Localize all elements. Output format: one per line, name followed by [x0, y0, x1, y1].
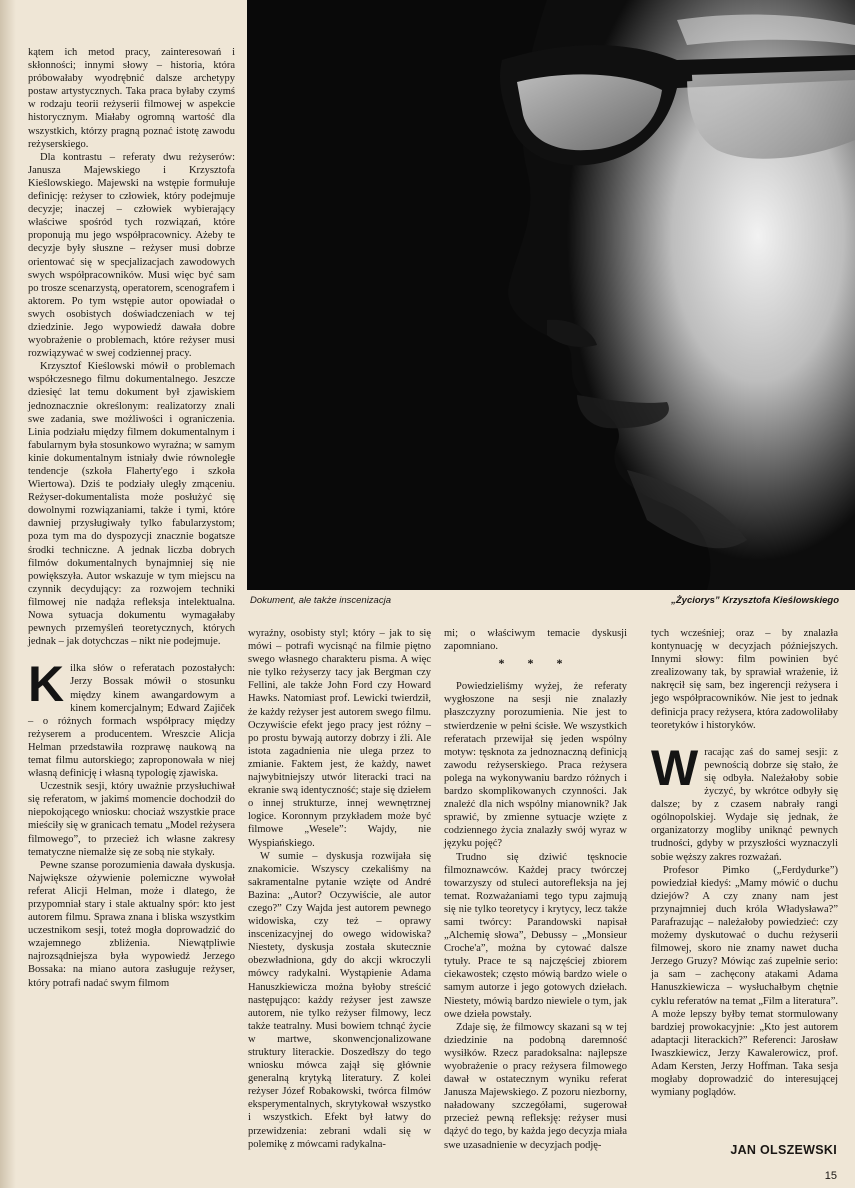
article-column-1 — [28, 46, 235, 990]
drop-cap: K — [28, 656, 65, 713]
paragraph: W sumie – dyskusja rozwijała się znakomicie. Wszyscy czekaliśmy na sakramentalne pytanie wzięte od André Bazina: „Autor? Oczywiście, ale autor czego?” Czy Wajda jest autorem pewnego widowiska, czy też – oprawy inscenizacyjnej do owego widowiska? Niestety, dyskusja została skutecznie obezwładniona, gdy do akcji wkroczyli mówcy radykalni. Wystąpienie Adama Hanuszkiewicza można byłoby streścić następująco: każdy reżyser jest zawsze autorem, nie tylko reżyser filmowy, lecz także teatralny. Musi bowiem tchnąć życie w martwe, skonwencjonalizowane struktury literackie. Doszedłszy do tego wniosku mówca zajął się głównie generalną krytyką literatury. Z kolei reżyser Józef Robakowski, twórca filmów eksperymentalnych, skrytykował wszystko i wszystkich. Efekt był łatwy do przewidzenia: zebrani wdali się w polemikę z mówcami radykalna- — [248, 850, 431, 1150]
paragraph: Dla kontrastu – referaty dwu reżyserów: Janusza Majewskiego i Krzysztofa Kieślowskiego. Majewski na wstępie formułuje definicję: reżyser to człowiek, który podejmuje decyzje; inaczej – człowiek wybierający właściwe spośród tych rozwiązań, które proponują mu jego współpracownicy. Ażeby te decyzje były słuszne – reżyser musi dobrze orientować się w specjalizacjach zawodowych swych współpracowników. Musi więc być sam po trosze scenarzystą, operatorem, scenografem i aktorem. Po tym wstępie autor opowiadał o swych osobistych doświadczeniach w tej dziedzinie. Jego wypowiedź dawała dobre wyobrażenie o problemach, które reżyser musi rozwiązywać w swej codziennej pracy. — [28, 151, 235, 360]
drop-cap: W — [651, 739, 699, 796]
paragraph: Profesor Pimko („Ferdydurke”) powiedział kiedyś: „Mamy mówić o duchu dziejów? A czy znany nam jest przynajmniej duch króla Władysława?” Parafrazując – należałoby powiedzieć: czy możemy dyskutować o duchu reżyserii filmowej, skoro nie znamy nawet ducha Jerzego Gruzy? Mówiąc zaś zupełnie serio: ja sam – zachęcony atakami Adama Hanuszkiewicza – wysłuchałbym chętnie cyklu referatów na temat „Film a literatura”. A może lepszy byłby temat stormulowany bardziej prowokacyjnie: „Kto jest autorem adaptacji literackich?” Referenci: Jarosław Iwaszkiewicz, Jerzy Kawalerowicz, prof. Adam Kersten, Jerzy Hoffman. Taka sesja mogłaby doprowadzić do interesującej wymiany poglądów. — [651, 864, 838, 1099]
portrait-photo — [247, 0, 855, 590]
binding-gutter — [0, 0, 16, 1188]
paragraph: Pewne szanse porozumienia dawała dyskusja. Największe ożywienie polemiczne wywołał referat Alicji Helman, może i dlatego, że przypomniał stary i stale aktualny spór: kto jest autorem filmu. Sprawa znana i bliska wszystkim uczestnikom sesji, toteż mogła doprowadzić do wzajemnego zbliżenia. Niewątpliwie najrozsądniejsza była wypowiedź Jerzego Bossaka: na miano autora zasługuje reżyser, który potrafi nadać swym filmom — [28, 859, 235, 989]
paragraph — [28, 656, 235, 780]
paragraph: mi; o właściwym temacie dyskusji zapomniano. — [444, 628, 627, 653]
paragraph: wyraźny, osobisty styl; który – jak to się mówi – potrafi wycisnąć na filmie piętno swego własnego charakteru pisma. A więc nie tylko reżyserzy tacy jak Bergman czy Fellini, ale także John Ford czy Howard Hawks. Natomiast prof. Lewicki twierdził, że każdy reżyser jest autorem swego filmu. Oczywiście efekt jego pracy jest różny – po prostu bywają autorzy dobrzy i źli. Ale istota zagadnienia nie ulega przez to zmianie. Faktem jest, że każdy, nawet najwybitniejszy utwór literacki traci na ekranie swą identyczność; staje się dziełem o innej strukturze, innej wewnętrznej logice. Koronnym przykładem może być filmowe „Wesele”: Wajdy, nie Wyspiańskiego. — [248, 628, 431, 849]
paragraph-text: racając zaś do samej sesji: z pewnością dobrze się stało, że się odbyła. Należałoby sobie życzyć, by wkrótce odbyły się dalsze; by z czasem nabrały rangi ogólnopolskiej. Wydaje się jednak, że organizatorzy mogliby uniknąć pewnych trudności, gdyby w przyszłości wyznaczyli sobie węższy zakres rozważań. — [651, 746, 838, 863]
paragraph: Powiedzieliśmy wyżej, że referaty wygłoszone na sesji nie znalazły płaszczyzny porozumienia. Nie jest to stwierdzenie w pełni ścisłe. We wszystkich referatach przewijał się jeden wspólny motyw: tęsknota za jednoznaczną definicją zawodu reżyserskiego. Praca reżysera polega na wykonywaniu bardzo różnych i bardzo skomplikowanych czynności. Jak znaleźć dla nich wspólny mianownik? Jak sprawić, by zmienne sytuacje wzięte z codziennego życia znalazły swój wyraz w języku pojęć? — [444, 681, 627, 850]
article-column-2 — [248, 627, 431, 1151]
paragraph: Uczestnik sesji, który uważnie przysłuchiwał się referatom, w jakimś momencie dochodził do niepokojącego wniosku: chociaż wszystkie prace mieściły się w granicach tematu „Model reżysera filmowego”, to przecież ich własne zakresy tematyczne niemalże się ze sobą nie stykały. — [28, 781, 235, 858]
portrait-illustration — [247, 0, 855, 590]
paragraph: Krzysztof Kieślowski mówił o problemach współczesnego filmu dokumentalnego. Jeszcze dziesięć lat temu dokument był zjawiskiem jednoznacznie określonym: realizatorzy znali swe zadania, swe możliwości i ograniczenia. Linia podziału między filmem dokumentalnym i fabularnym była stosunkowo wyraźna; w samym kinie dokumentalnym istniały dwie równoległe tendencje (szkoła Flaherty'ego i szkoła Wiertowa). Dziś te podziały uległy zmąceniu. Reżyser-dokumentalista może posłużyć się dowolnymi rozwiązaniami, także i tymi, które dawniej przysługiwały tylko fabularzystom; poza tym ma do dyspozycji znacznie bogatsze środki techniczne. A jednak liczba dobrych filmów dokumentalnych bynajmniej się nie powiększyła. Autor wskazuje w tym miejscu na czynnik decydujący: za rozwojem techniki filmowej nie nadąża refleksja intelektualna. Nowa sytuacja dokumentu wymagałaby pewnych przemyśleń teoretycznych, których jednak – jak dotychczas – nikt nie podejmuje. — [28, 361, 235, 648]
paragraph: Zdaje się, że filmowcy skazani są w tej dziedzinie na podobną daremność wysiłków. Rzecz paradoksalna: najlepsze wyobrażenie o pracy reżysera filmowego dawał w ostatecznym wyniku referat Janusza Majewskiego. Z pozoru niezborny, naładowany szczegółami, sugerował przecież pewną refleksję: reżyser musi dążyć do tego, by każda jego decyzja miała swe uzasadnienie w decyzjach podję- — [444, 1021, 627, 1151]
paragraph: tych wcześniej; oraz – by znalazła kontynuację w decyzjach późniejszych. Innymi słowy: film powinien być zrealizowany tak, by sprawiał wrażenie, iż nakręcił się sam, bez ingerencji reżysera i jego współpracowników. Nie jest to jednak definicja pracy reżysera, która zadowoliłaby teoretyków i historyków. — [651, 628, 838, 731]
paragraph: Trudno się dziwić tęsknocie filmoznawców. Każdej pracy twórczej towarzyszy od stuleci autorefleksja na jej temat. Rozważaniami tego typu zajmują się nie tylko teoretycy i krytycy, lecz także sami twórcy: Parandowski napisał „Alchemię słowa”, Debussy – „Monsieur Croche'a”, można by cytować dalsze tytuły. Prace te są najczęściej zbiorem ciekawostek; często mówią bardzo wiele o samym autorze i jego gotowych dziełach. Niestety, mówią bardzo niewiele o tym, jak owe dzieła powstały. — [444, 851, 627, 1020]
photo-caption-right: „Życiorys” Krzysztofa Kieślowskiego — [671, 595, 839, 606]
article-column-4 — [651, 627, 838, 1099]
paragraph: kątem ich metod pracy, zainteresowań i skłonności; innymi słowy – historia, która próbowałaby wyodrębnić dalsze archetypy postaw artystycznych. Taka praca byłaby czymś w rodzaju teorii reżyserii filmowej w aspekcie historycznym. Miałaby ogromną wartość dla wszystkich, którzy pragną poznać istotę zawodu reżyserskiego. — [28, 47, 235, 150]
article-column-3 — [444, 627, 627, 1152]
section-separator: * * * — [498, 656, 573, 671]
photo-caption-left: Dokument, ale także inscenizacja — [250, 595, 391, 606]
paragraph — [651, 739, 838, 864]
author-byline: JAN OLSZEWSKI — [730, 1143, 837, 1157]
page-number: 15 — [824, 1170, 837, 1182]
paragraph-text: ilka słów o referatach pozostałych: Jerzy Bossak mówił o stosunku między kinem awangardowym a kinem komercjalnym; Edward Zajiček – o różnych formach współpracy między reżyserem a producentem. Wreszcie Alicja Helman przedstawiła rozprawę naukową na temat filmu autorskiego; zaproponowała w niej własną definicję i własną typologię zjawiska. — [28, 663, 235, 780]
